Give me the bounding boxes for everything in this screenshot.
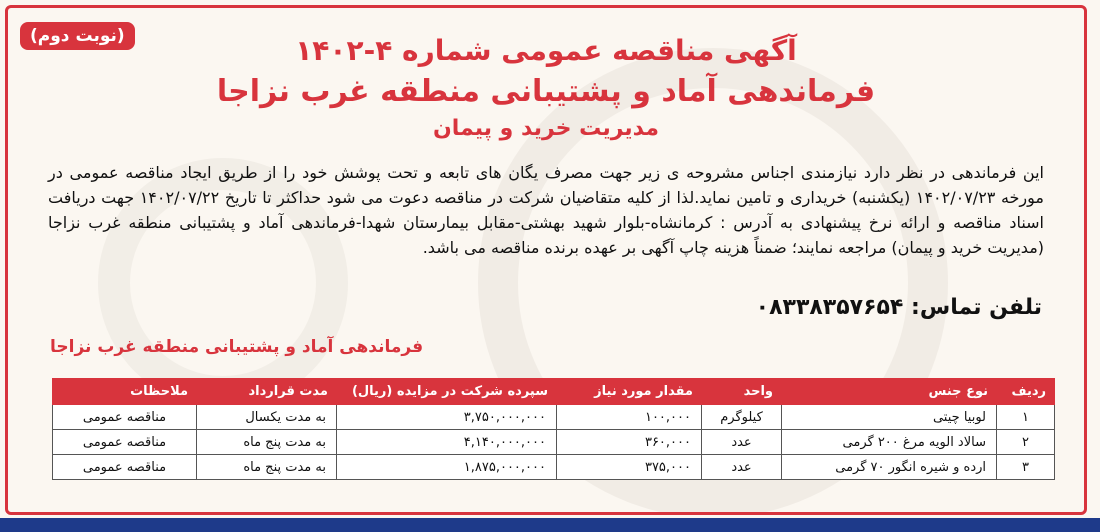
- cell-row-number: ۱: [997, 405, 1055, 430]
- tender-title: آگهی مناقصه عمومی شماره ۴-۱۴۰۲: [295, 34, 797, 67]
- department-title: مدیریت خرید و پیمان: [432, 116, 659, 141]
- cell-unit: عدد: [702, 455, 782, 480]
- cell-unit: عدد: [702, 430, 782, 455]
- table-caption: فرماندهی آماد و پشتیبانی منطقه غرب نزاجا: [50, 337, 424, 357]
- contact-phone: تلفن تماس: ۰۸۳۳۸۳۵۷۶۵۴: [755, 295, 1042, 320]
- col-header-quantity: مقدار مورد نیاز: [557, 379, 702, 405]
- cell-item-type: ارده و شیره انگور ۷۰ گرمی: [782, 455, 997, 480]
- col-header-item-type: نوع جنس: [782, 379, 997, 405]
- bottom-color-band: [0, 518, 1100, 532]
- cell-deposit: ۳,۷۵۰,۰۰۰,۰۰۰: [337, 405, 557, 430]
- notice-body: این فرماندهی در نظر دارد نیازمندی اجناس مشروحه ی زیر جهت مصرف یگان های تابعه و تحت پوشش خود را از طریق ایجاد مناقصه عمومی در مورخه ۱۴۰۲/۰۷/۲۳ (یکشنبه) خریداری و تامین نماید.لذا از کلیه متقاضیان شرکت در مناقصه دعوت می شود حداکثر تا تاریخ ۱۴۰۲/۰۷/۲۲ جهت دریافت اسناد مناقصه و ارائه نرخ پیشنهادی به آدرس : کرمانشاه-بلوار شهید بهشتی-مقابل بیمارستان شهدا-فرماندهی آماد و پشتیبانی منطقه غرب نزاجا (مدیریت خرید و پیمان) مراجعه نمایند؛ ضمناً هزینه چاپ آگهی بر عهده برنده مناقصه می باشد.: [48, 163, 1044, 257]
- cell-row-number: ۳: [997, 455, 1055, 480]
- col-header-deposit: سپرده شرکت در مزایده (ریال): [337, 379, 557, 405]
- cell-remarks: مناقصه عمومی: [53, 430, 197, 455]
- cell-unit: کیلوگرم: [702, 405, 782, 430]
- cell-quantity: ۳۷۵,۰۰۰: [557, 455, 702, 480]
- cell-contract-duration: به مدت پنج ماه: [197, 430, 337, 455]
- cell-quantity: ۳۶۰,۰۰۰: [557, 430, 702, 455]
- publication-round-badge: (نوبت دوم): [20, 22, 135, 50]
- cell-quantity: ۱۰۰,۰۰۰: [557, 405, 702, 430]
- items-table: [52, 378, 1055, 480]
- cell-item-type: لوبیا چیتی: [782, 405, 997, 430]
- cell-deposit: ۱,۸۷۵,۰۰۰,۰۰۰: [337, 455, 557, 480]
- table-row: [53, 455, 1055, 480]
- cell-item-type: سالاد الویه مرغ ۲۰۰ گرمی: [782, 430, 997, 455]
- col-header-unit: واحد: [702, 379, 782, 405]
- organization-title: فرماندهی آماد و پشتیبانی منطقه غرب نزاجا: [216, 74, 876, 109]
- table-row: [53, 405, 1055, 430]
- cell-remarks: مناقصه عمومی: [53, 455, 197, 480]
- table-row: [53, 430, 1055, 455]
- col-header-row-number: ردیف: [997, 379, 1055, 405]
- cell-contract-duration: به مدت یکسال: [197, 405, 337, 430]
- table-header-row: [53, 379, 1055, 405]
- col-header-remarks: ملاحظات: [53, 379, 197, 405]
- col-header-contract-duration: مدت قرارداد: [197, 379, 337, 405]
- cell-row-number: ۲: [997, 430, 1055, 455]
- cell-deposit: ۴,۱۴۰,۰۰۰,۰۰۰: [337, 430, 557, 455]
- notice-frame: [5, 5, 1087, 515]
- cell-contract-duration: به مدت پنج ماه: [197, 455, 337, 480]
- cell-remarks: مناقصه عمومی: [53, 405, 197, 430]
